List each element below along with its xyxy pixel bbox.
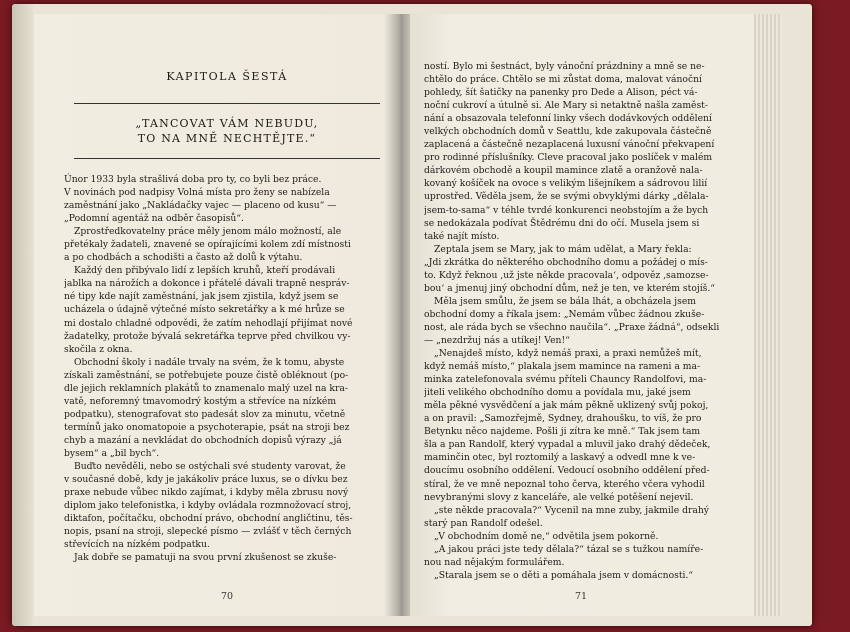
- text-line: jiteli velikého obchodního domu a povídala mu, jaké jsem: [424, 387, 691, 399]
- text-line: nost, ale ráda bych se všechno naučila“. „Praxe žádná“, odsekli: [424, 321, 720, 333]
- right-page-edge: [754, 14, 782, 616]
- text-line: šla a pan Randolf, který vypadal a mluvil jako drahý dědeček,: [424, 439, 711, 451]
- text-line: žadatelky, protože bývalá sekretářka teprve před chvilkou vy-: [64, 330, 351, 342]
- text-line: Jak dobře se pamatuji na svou první zkušenost se zkuše-: [74, 552, 337, 564]
- text-line: bysem“ a „bil bych“.: [64, 447, 160, 459]
- chapter-title: [64, 104, 390, 158]
- title-rule-bottom: [74, 158, 380, 159]
- right-page: [410, 14, 754, 616]
- text-line: ucházela o údajně výtečné místo sekretářky a k mé hrůze se: [64, 304, 345, 316]
- text-line: když nemáš místo,“ plakala jsem mamince na rameni a ma-: [424, 361, 701, 373]
- left-page-edge: [12, 4, 34, 626]
- text-line: chyb a mazání a nevkládat do obchodních dopisů výrazy „já: [64, 434, 342, 446]
- text-line: kovaný košíček na ovoce s velikým lišejníkem a sádrovou lilií: [424, 178, 708, 190]
- text-line: diktafon, počítačku, obchodní právo, obchodní angličtinu, těs-: [64, 513, 353, 525]
- text-line: „Nenajdeš místo, když nemáš praxi, a praxi nemůžeš mít,: [434, 348, 702, 360]
- text-line: a po chodbách a schodišti a často až dolů k výtahu.: [64, 252, 303, 264]
- text-line: mi dostalo chladné odpovědi, že zatím nehodlají přijímat nové: [64, 317, 353, 329]
- text-line: Buďto nevěděli, nebo se ostýchali své studenty varovat, že: [74, 461, 346, 473]
- text-line: maminčin otec, byl roztomilý a laskavý a odvedl mne k ve-: [424, 452, 696, 464]
- left-page: [34, 14, 406, 616]
- text-line: chtělo do práce. Chtělo se mi zůstat doma, malovat vánoční: [424, 74, 702, 86]
- text-line: jablka na nárožích a dokonce i přátelé dávali trapně nespráv-: [64, 278, 350, 290]
- text-line: „Podomní agentáž na odběr časopisů“.: [64, 213, 244, 225]
- text-line: diplom jako telefonistka, i kdyby ovládala rozmnožovací stroj,: [64, 500, 352, 512]
- text-line: bou‘ a jmenuj jiný obchodní dům, než je ten, ve kterém stojíš.“: [424, 282, 715, 294]
- text-line: obchodní domy a říkala jsem: „Nemám vůbec žádnou zkuše-: [424, 308, 705, 320]
- text-line: starý pan Randolf odešel.: [424, 517, 543, 529]
- text-line: v současné době, kdy je jakákoliv práce luxus, se o dívku bez: [64, 474, 348, 486]
- page-number-left: 70: [220, 591, 234, 602]
- text-line: střevících na nízkém podpatku.: [64, 539, 210, 551]
- text-line: Obchodní školy i nadále trvaly na svém, že k tomu, abyste: [74, 356, 345, 368]
- text-line: zaměstnání jako „Nakládačky vajec — placeno od kusu“ —: [64, 200, 337, 212]
- text-line: Únor 1933 byla strašlivá doba pro ty, co byli bez práce.: [64, 174, 322, 185]
- chapter-heading: KAPITOLA ŠESTÁ: [166, 70, 288, 83]
- text-line: Betynku něco najdeme. Pošli ji zítra ke mně.“ Tak jsem tam: [424, 426, 701, 438]
- text-line: „Starala jsem se o děti a pomáhala jsem v domácnosti.“: [434, 569, 694, 581]
- text-line: dárkovém obchodě a koupil mamince zlatě a oranžově nala-: [424, 165, 703, 177]
- chapter-title-line-1: „TANCOVAT VÁM NEBUDU,: [135, 117, 319, 130]
- text-line: Měla jsem smůlu, že jsem se bála lhát, a obcházela jsem: [434, 295, 696, 307]
- page-number-right: 71: [574, 591, 588, 602]
- text-line: V novinách pod nadpisy Volná místa pro ženy se nabízela: [64, 187, 330, 199]
- text-line: termínů jako onomatopoie a psychoterapie, psát na stroji bez: [64, 421, 350, 433]
- text-line: získali zaměstnání, se potřebujete pouze čistě obléknout (po-: [64, 369, 349, 381]
- text-line: podpatku), stenografovat sto padesát slov za minutu, včetně: [64, 408, 346, 420]
- text-line: minka zatelefonovala svému příteli Chauncy Randolfovi, ma-: [424, 374, 707, 386]
- text-line: Zprostředkovatelny práce měly jenom málo možností, ale: [74, 226, 342, 238]
- text-line: noční cukroví a útulně si. Ale Mary si netaktně našla zaměst-: [424, 100, 708, 112]
- chapter-title-line-2: TO NA MNĚ NECHTĚJTE.“: [137, 132, 317, 145]
- text-line: jsem-to-sama“ v téhle tvrdé konkurenci neobstojím a že bych: [424, 204, 709, 216]
- text-line: „ste někde pracovala?“ Vycenil na mne zuby, jakmile drahý: [434, 504, 709, 516]
- text-line: a on pravil: „Samozřejmě, Sydney, drahoušku, to víš, že pro: [424, 413, 702, 425]
- text-line: také najít místo.: [424, 230, 500, 242]
- text-line: to. Když řeknou ‚už jste někde pracovala‘, odpověz ‚samozse-: [424, 269, 709, 281]
- right-page-body: [424, 60, 738, 582]
- open-book: [12, 4, 812, 626]
- text-line: nopis, psaní na stroji, slepecké písmo — zvlášť v těch černých: [64, 526, 352, 538]
- text-line: „V obchodním domě ne,“ odvětila jsem pokorně.: [434, 530, 659, 542]
- text-line: — „nezdržuj nás a utíkej! Ven!“: [424, 334, 570, 346]
- text-line: doucímu osobního oddělení. Vedoucí osobního oddělení před-: [424, 465, 710, 477]
- text-line: Zeptala jsem se Mary, jak to mám udělat, a Mary řekla:: [434, 243, 692, 255]
- text-line: skočila z okna.: [64, 343, 133, 355]
- text-line: uprostřed. Věděla jsem, že se svými obvyklými dárky „dělala-: [424, 191, 709, 203]
- text-line: pro rodinné příslušníky. Cleve pracoval jako poslíček v malém: [424, 152, 713, 164]
- text-line: vatě, neforemný tmavomodrý kostým a střevíce na nízkém: [64, 395, 337, 407]
- text-line: nání a obsazovala telefonní linky všech dodávkových oddělení: [424, 113, 712, 125]
- text-line: né tipy kde najít zaměstnání, jak jsem zjistila, když jsem se: [64, 291, 339, 303]
- text-line: pohledy, šít šatičky na panenky pro Dede a Alison, péct vá-: [424, 87, 698, 99]
- text-line: nou nad nějakým formulářem.: [424, 556, 565, 568]
- text-line: měla pěkné vysvědčení a jak mám pěkně uklizený svůj pokoj,: [424, 400, 709, 412]
- left-page-body: [64, 173, 390, 564]
- text-line: velkých obchodních domů v Seattlu, kde zakupovala částečně: [424, 126, 712, 138]
- text-line: „Jdi zkrátka do některého obchodního domu a požádej o mís-: [424, 256, 708, 268]
- text-line: Každý den přibývalo lidí z lepších kruhů, kteří prodávali: [74, 265, 336, 277]
- text-line: ností. Bylo mi šestnáct, byly vánoční prázdniny a mně se ne-: [424, 61, 705, 72]
- text-line: zaplacená a částečně nezaplacená luxusní vánoční překvapení: [424, 139, 715, 151]
- text-line: nevybranými slovy z kanceláře, ale velké potěšení nejevil.: [424, 491, 694, 503]
- text-line: stíral, že ve mně nepoznal toho červa, kterého včera vyhodil: [424, 478, 705, 490]
- text-line: přetékaly žadateli, znavené se opírajícími kolem zdí místnosti: [64, 239, 351, 251]
- text-line: „A jakou práci jste tedy dělala?“ tázal se s tužkou namíře-: [434, 543, 704, 555]
- text-line: se nedokázala podívat Štědrému dni do očí. Musela jsem si: [424, 217, 700, 229]
- text-line: praxe nebude vůbec nikdo zajímat, i kdyby měla zbrusu nový: [64, 487, 349, 499]
- text-line: dle jejich reklamních plakátů to znamenalo malý uzel na kra-: [64, 382, 348, 394]
